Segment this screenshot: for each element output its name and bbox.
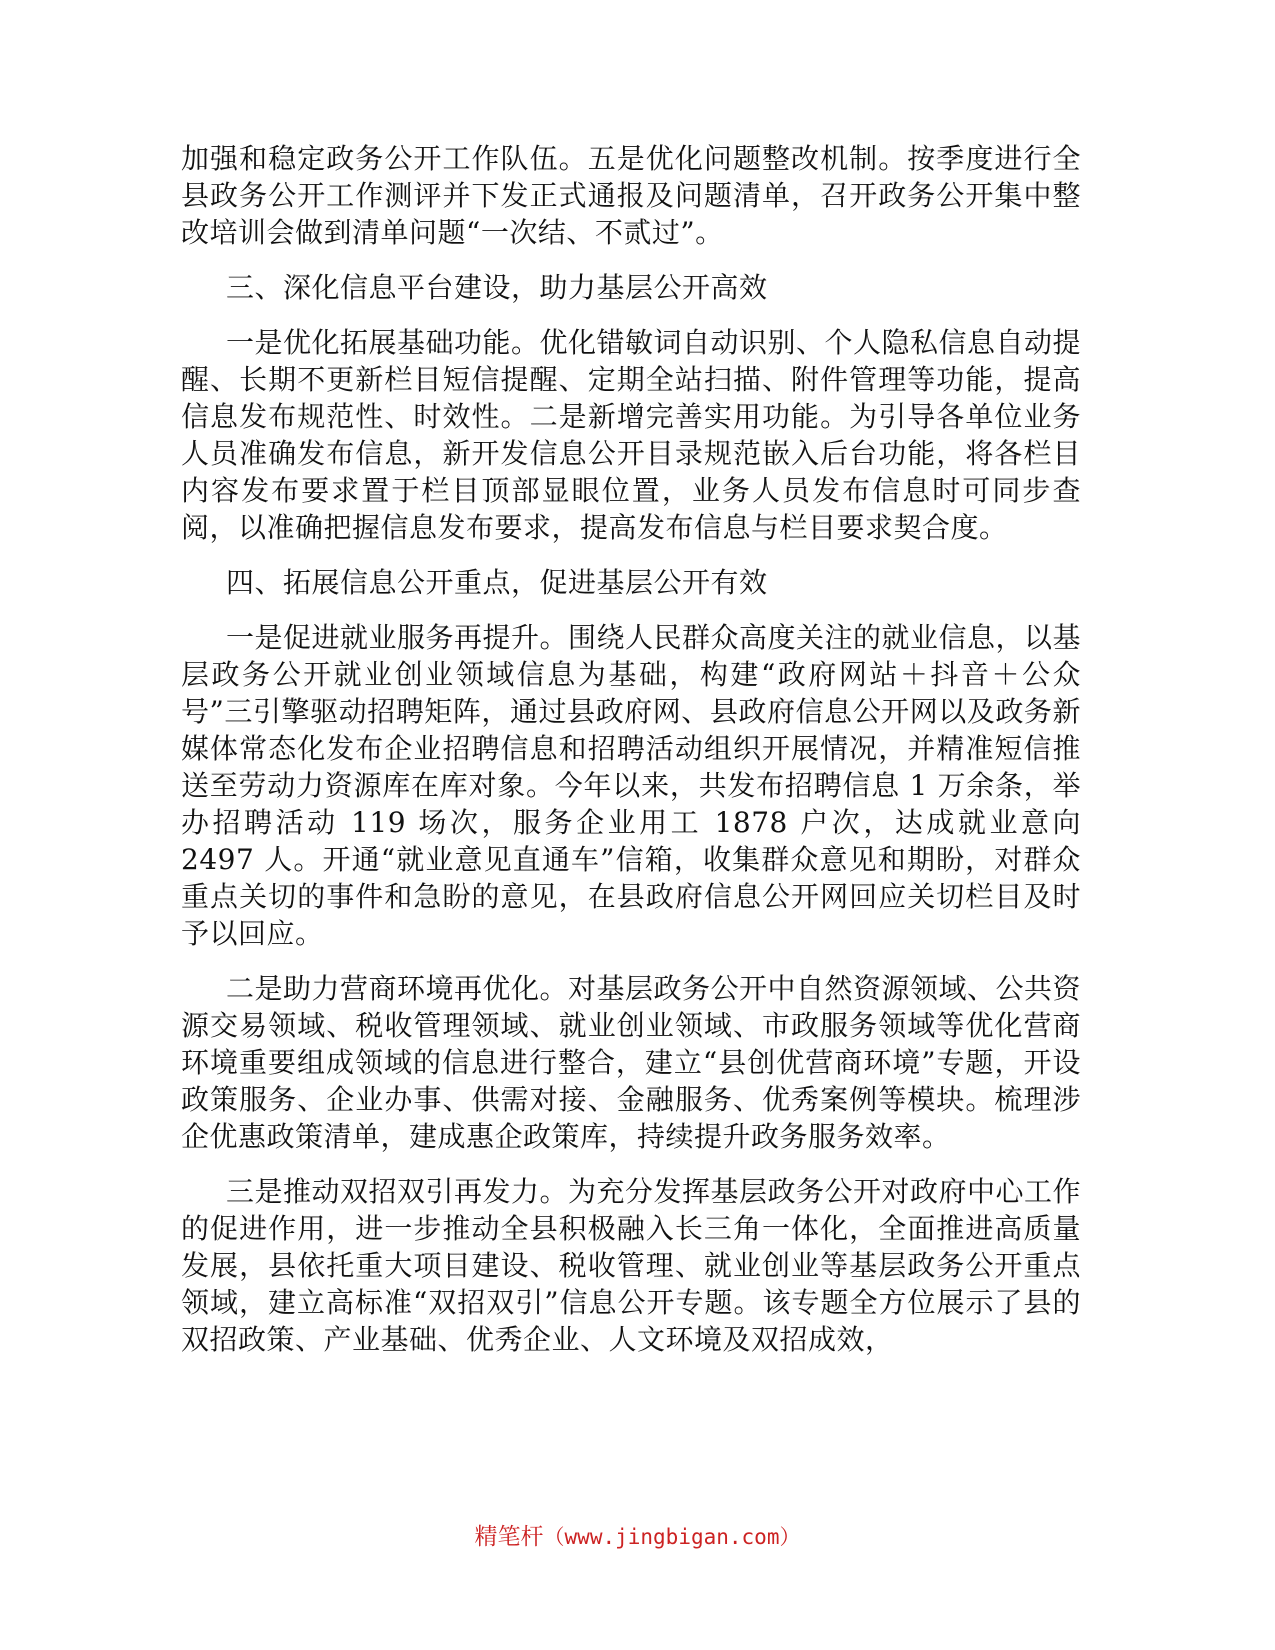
footer-url[interactable]: （www.jingbigan.com）	[543, 1525, 801, 1549]
document-body	[181, 140, 1081, 1376]
paragraph-4: 二是助力营商环境再优化。对基层政务公开中自然资源领域、公共资源交易领域、税收管理领域、就业创业领域、市政服务领域等优化营商环境重要组成领域的信息进行整合，建立“县创优营商环境”专题，开设政策服务、企业办事、供需对接、金融服务、优秀案例等模块。梳理涉企优惠政策清单，建成惠企政策库，持续提升政务服务效率。	[181, 972, 1082, 1153]
section-heading-4: 四、拓展信息公开重点，促进基层公开有效	[226, 566, 768, 599]
footer-site-name: 精笔杆	[474, 1524, 544, 1550]
section-heading-3: 三、深化信息平台建设，助力基层公开高效	[226, 271, 768, 304]
page-footer	[0, 1522, 1275, 1552]
paragraph-1: 加强和稳定政务公开工作队伍。五是优化问题整改机制。按季度进行全县政务公开工作测评并下发正式通报及问题清单，召开政务公开集中整改培训会做到清单问题“一次结、不贰过”。	[181, 142, 1081, 249]
paragraph-3: 一是促进就业服务再提升。围绕人民群众高度关注的就业信息，以基层政务公开就业创业领域信息为基础，构建“政府网站＋抖音＋公众号”三引擎驱动招聘矩阵，通过县政府网、县政府信息公开网以及政务新媒体常态化发布企业招聘信息和招聘活动组织开展情况，并精准短信推送至劳动力资源库在库对象。今年以来，共发布招聘信息 1 万余条，举办招聘活动 119 场次，服务企业用工 1878 户次，达成就业意向 2497 人。开通“就业意见直通车”信箱，收集群众意见和期盼，对群众重点关切的事件和急盼的意见，在县政府信息公开网回应关切栏目及时予以回应。	[181, 621, 1082, 950]
paragraph-2: 一是优化拓展基础功能。优化错敏词自动识别、个人隐私信息自动提醒、长期不更新栏目短信提醒、定期全站扫描、附件管理等功能，提高信息发布规范性、时效性。二是新增完善实用功能。为引导各单位业务人员准确发布信息，新开发信息公开目录规范嵌入后台功能，将各栏目内容发布要求置于栏目顶部显眼位置，业务人员发布信息时可同步查阅，以准确把握信息发布要求，提高发布信息与栏目要求契合度。	[181, 326, 1082, 544]
paragraph-5: 三是推动双招双引再发力。为充分发挥基层政务公开对政府中心工作的促进作用，进一步推动全县积极融入长三角一体化，全面推进高质量发展，县依托重大项目建设、税收管理、就业创业等基层政务公开重点领域，建立高标准“双招双引”信息公开专题。该专题全方位展示了县的双招政策、产业基础、优秀企业、人文环境及双招成效，	[181, 1175, 1082, 1356]
